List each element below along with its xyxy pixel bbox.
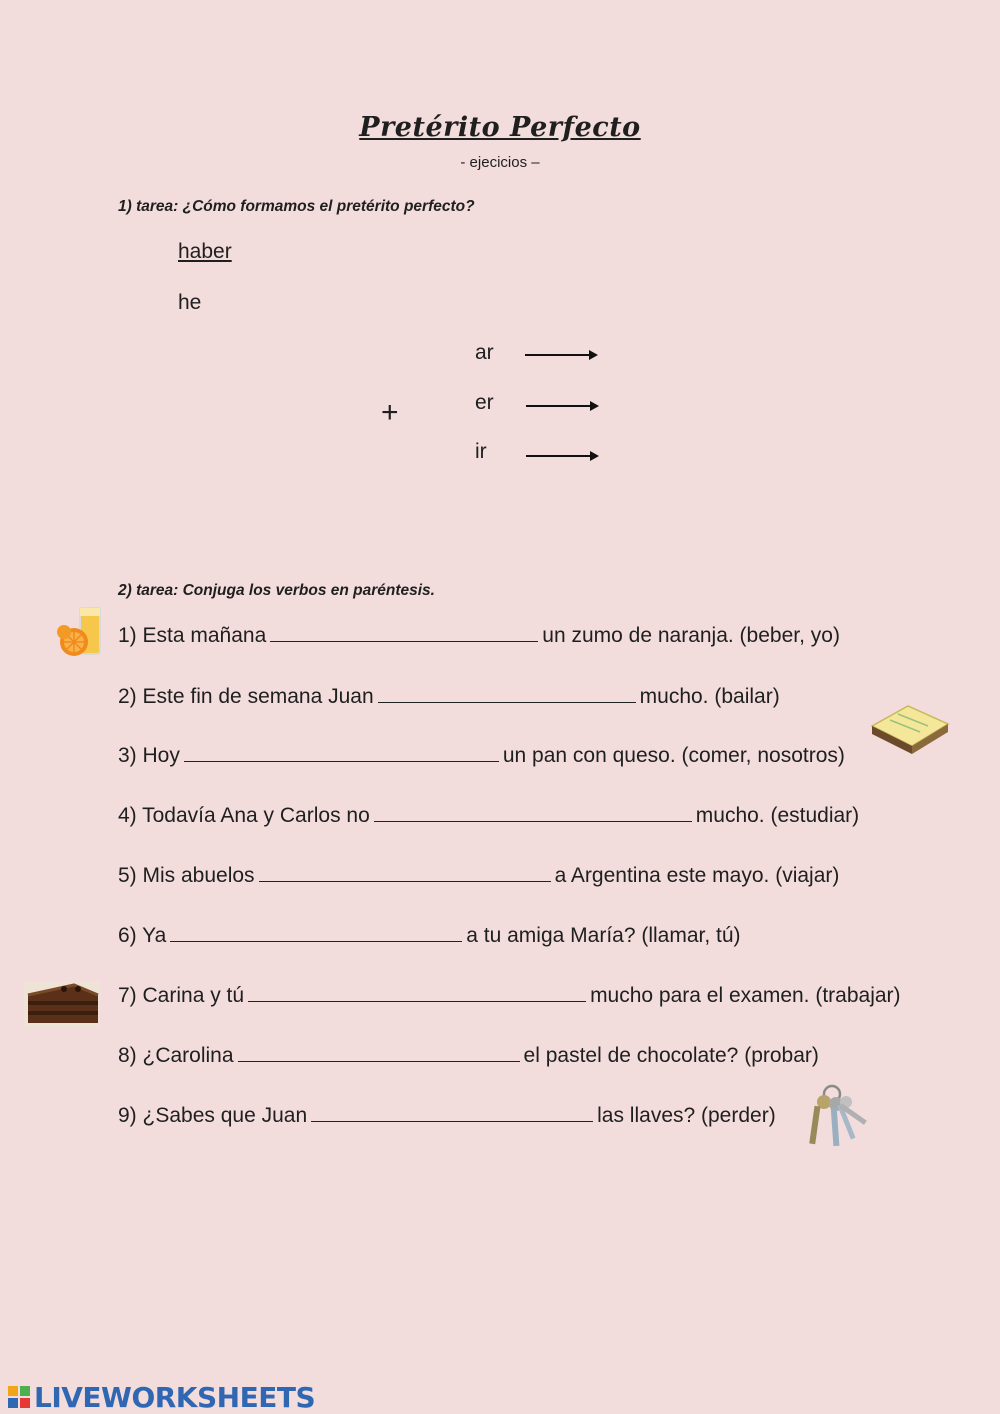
arrow-icon bbox=[526, 455, 596, 457]
task2-heading: 2) tarea: Conjuga los verbos en paréntesis. bbox=[118, 582, 435, 599]
answer-blank[interactable] bbox=[248, 987, 586, 1002]
he-label: he bbox=[178, 291, 202, 314]
exercise-item bbox=[118, 864, 839, 888]
exercise-prompt: 6) Ya bbox=[118, 924, 167, 947]
exercise-hint: a tu amiga María? (llamar, tú) bbox=[466, 924, 741, 947]
answer-blank[interactable] bbox=[170, 927, 462, 942]
ending-er: er bbox=[475, 391, 494, 414]
page-title: Pretérito Perfecto bbox=[359, 112, 641, 143]
answer-blank[interactable] bbox=[184, 747, 499, 762]
exercise-hint: un pan con queso. (comer, nosotros) bbox=[502, 744, 845, 767]
answer-blank[interactable] bbox=[259, 867, 551, 882]
exercise-item bbox=[118, 984, 901, 1008]
task1-heading: 1) tarea: ¿Cómo formamos el pretérito perfecto? bbox=[118, 198, 475, 215]
exercise-prompt: 3) Hoy bbox=[118, 744, 180, 767]
exercise-prompt: 1) Esta mañana bbox=[118, 624, 267, 647]
exercise-item bbox=[118, 685, 780, 709]
exercise-hint: a Argentina este mayo. (viajar) bbox=[554, 864, 840, 887]
exercise-prompt: 2) Este fin de semana Juan bbox=[118, 685, 374, 708]
exercise-hint: mucho para el examen. (trabajar) bbox=[590, 984, 901, 1007]
exercise-hint: mucho. (estudiar) bbox=[695, 804, 860, 827]
liveworksheets-logo-icon bbox=[8, 1386, 30, 1408]
exercise-prompt: 7) Carina y tú bbox=[118, 984, 245, 1007]
exercise-item bbox=[118, 1104, 776, 1128]
exercise-prompt: 4) Todavía Ana y Carlos no bbox=[118, 804, 370, 827]
exercise-item bbox=[118, 744, 845, 768]
ending-ar: ar bbox=[475, 341, 494, 364]
exercise-item bbox=[118, 924, 741, 948]
answer-blank[interactable] bbox=[311, 1107, 593, 1122]
haber-label: haber bbox=[178, 240, 232, 263]
arrow-icon bbox=[526, 405, 596, 407]
answer-blank[interactable] bbox=[238, 1047, 520, 1062]
answer-blank[interactable] bbox=[374, 807, 692, 822]
exercise-hint: las llaves? (perder) bbox=[597, 1104, 776, 1127]
answer-blank[interactable] bbox=[378, 688, 636, 703]
page-subtitle: - ejecicios – bbox=[460, 154, 540, 171]
exercise-item bbox=[118, 624, 840, 648]
chocolate-cake-icon bbox=[24, 981, 100, 1027]
ending-ir: ir bbox=[475, 440, 487, 463]
orange-juice-icon bbox=[56, 604, 106, 658]
keys-icon bbox=[804, 1084, 878, 1150]
arrow-icon bbox=[525, 354, 595, 356]
exercise-prompt: 8) ¿Carolina bbox=[118, 1044, 234, 1067]
cheese-sandwich-icon bbox=[868, 702, 950, 756]
answer-blank[interactable] bbox=[270, 627, 538, 642]
exercise-prompt: 9) ¿Sabes que Juan bbox=[118, 1104, 308, 1127]
exercise-prompt: 5) Mis abuelos bbox=[118, 864, 255, 887]
exercise-hint: un zumo de naranja. (beber, yo) bbox=[542, 624, 840, 647]
exercise-hint: mucho. (bailar) bbox=[639, 685, 780, 708]
exercise-item bbox=[118, 1044, 819, 1068]
liveworksheets-logo[interactable]: LIVEWORKSHEETS bbox=[34, 1381, 316, 1414]
exercise-hint: el pastel de chocolate? (probar) bbox=[523, 1044, 819, 1067]
plus-sign: + bbox=[381, 396, 399, 429]
exercise-item bbox=[118, 804, 859, 828]
